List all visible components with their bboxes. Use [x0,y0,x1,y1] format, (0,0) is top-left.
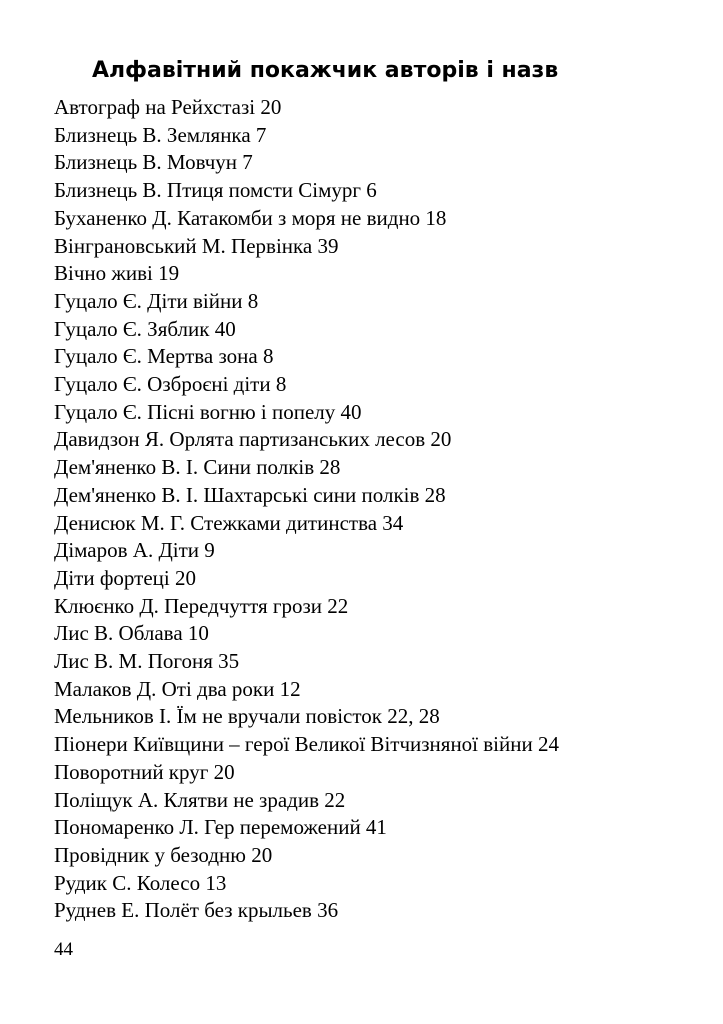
index-entry: Дімаров А. Діти 9 [54,538,215,563]
index-entry: Давидзон Я. Орлята партизанських лесов 20 [54,427,452,452]
index-entry: Близнець В. Птиця помсти Сімург 6 [54,178,377,203]
page-title: Алфавітний покажчик авторів і назв [92,58,559,83]
index-entry: Близнець В. Землянка 7 [54,122,267,147]
index-entry: Лис В. Облава 10 [54,621,209,646]
index-entry: Гуцало Є. Пісні вогню і попелу 40 [54,399,362,424]
index-entry: Буханенко Д. Катакомби з моря не видно 18 [54,205,447,230]
index-entry: Дем'яненко В. І. Шахтарські сини полків 28 [54,482,446,507]
index-entry: Піонери Київщини – герої Великої Вітчизняної війни 24 [54,732,559,757]
index-entry: Рудик С. Колесо 13 [54,870,227,895]
index-entry: Мельников І. Їм не вручали повісток 22, 28 [54,704,440,729]
index-entry: Провідник у безодню 20 [54,842,273,867]
index-entry: Вічно живі 19 [54,261,180,286]
index-entry: Гуцало Є. Зяблик 40 [54,316,236,341]
index-entry: Денисюк М. Г. Стежками дитинства 34 [54,510,404,535]
page-number: 44 [54,939,73,960]
index-entry: Автограф на Рейхстазі 20 [54,95,282,119]
index-list [54,94,559,925]
index-entry: Поворотний круг 20 [54,759,235,784]
index-entry: Руднев Е. Полёт без крыльев 36 [54,898,339,923]
index-entry: Вінграновський М. Первінка 39 [54,233,339,258]
index-entry: Гуцало Є. Діти війни 8 [54,288,259,313]
index-entry: Малаков Д. Оті два роки 12 [54,676,301,701]
index-entry: Пономаренко Л. Гер переможений 41 [54,815,387,840]
index-entry: Дем'яненко В. І. Сини полків 28 [54,455,341,480]
index-entry: Гуцало Є. Озброєні діти 8 [54,372,287,397]
index-entry: Клюєнко Д. Передчуття грози 22 [54,593,349,618]
index-entry: Діти фортеці 20 [54,565,196,590]
index-entry: Поліщук А. Клятви не зрадив 22 [54,787,346,812]
index-entry: Гуцало Є. Мертва зона 8 [54,344,274,369]
index-entry: Близнець В. Мовчун 7 [54,150,253,175]
index-entry: Лис В. М. Погоня 35 [54,649,240,674]
